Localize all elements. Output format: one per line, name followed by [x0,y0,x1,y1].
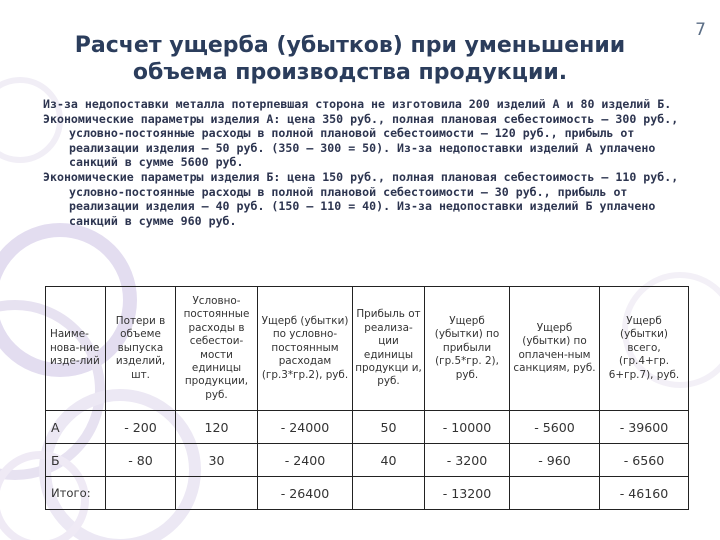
title-line-2: объема производства продукции. [132,60,568,85]
header-total-damage: Ущерб (убытки) всего, (гр.4+гр. 6+гр.7), руб. [600,287,689,411]
paragraph-shortfall: Из-за недопоставки металла потерпевшая сторона не изготовила 200 изделий А и 80 изделий Б. [43,97,672,111]
table-cell [106,477,176,510]
table-cell [353,477,425,510]
table-cell: - 24000 [258,411,353,444]
header-volume-loss: Потери в объеме выпуска изделий, шт. [106,287,176,411]
problem-description [43,97,683,228]
table-cell: - 10000 [425,411,510,444]
title-line-1: Расчет ущерба (убытков) при уменьшении [74,33,626,58]
damage-table [45,286,689,510]
table-cell: Б [46,444,106,477]
table-cell: - 2400 [258,444,353,477]
table-cell: - 3200 [425,444,510,477]
total-label: Итого: [46,477,106,510]
table-cell: - 200 [106,411,176,444]
table-cell: - 6560 [600,444,689,477]
table-cell: 120 [176,411,258,444]
table-cell: 50 [353,411,425,444]
slide-title [30,32,670,86]
header-profit-damage: Ущерб (убытки) по прибыли (гр.5*гр. 2), руб. [425,287,510,411]
table-cell [510,477,600,510]
header-profit-per-unit: Прибыль от реализа-ции единицы продукци и, руб. [353,287,425,411]
table-cell: - 46160 [600,477,689,510]
table-header-row [46,287,689,411]
header-fixed-costs-damage: Ущерб (убытки) по условно-постоянным расходам (гр.3*гр.2), руб. [258,287,353,411]
table-row [46,411,689,444]
slide-number: 7 [695,20,706,40]
table-cell: - 80 [106,444,176,477]
paragraph-product-a: Экономические параметры изделия А: цена 350 руб., полная плановая себестоимость – 300 руб., условно-постоянные расходы в полной плановой себестоимости – 120 руб., прибыль от реализации изделия – 50 руб. (350 – 300 = 50). Из-за недопоставки изделий А уплачено санкций в сумме 5600 руб. [43,111,679,170]
table-cell: - 960 [510,444,600,477]
paragraph-product-b: Экономические параметры изделия Б: цена 150 руб., полная плановая себестоимость – 110 руб., условно-постоянные расходы в полной плановой себестоимости – 30 руб., прибыль от реализации изделия – 40 руб. (150 – 110 = 40). Из-за недопоставки изделий Б уплачено санкций в сумме 960 руб. [43,169,679,228]
table-cell: - 39600 [600,411,689,444]
table-cell: - 26400 [258,477,353,510]
table-cell: А [46,411,106,444]
header-item-name: Наиме-нова-ние изде-лий [46,287,106,411]
table-cell: 30 [176,444,258,477]
header-sanctions-damage: Ущерб (убытки) по оплачен-ным санкциям, руб. [510,287,600,411]
table-cell: 40 [353,444,425,477]
table-cell [176,477,258,510]
table-row [46,444,689,477]
table-total-row [46,477,689,510]
header-fixed-costs-per-unit: Условно-постоянные расходы в себестои-мости единицы продукции, руб. [176,287,258,411]
table-cell: - 5600 [510,411,600,444]
table-cell: - 13200 [425,477,510,510]
